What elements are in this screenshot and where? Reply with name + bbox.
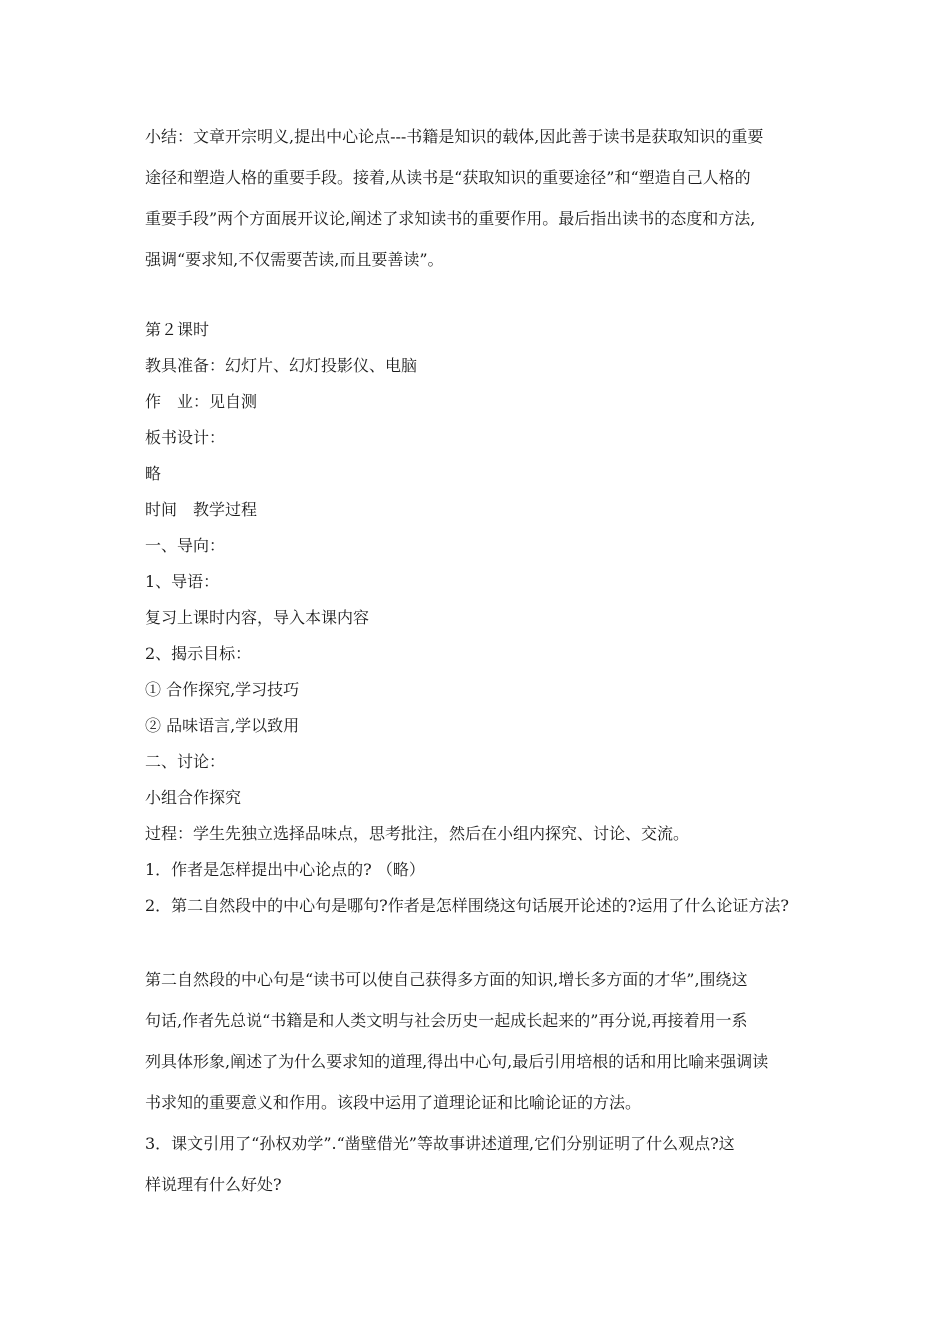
lesson-line: 2、揭示目标：	[145, 644, 252, 663]
lesson-line: 复习上课时内容，导入本课内容	[145, 608, 370, 627]
summary-paragraph	[145, 116, 825, 280]
answer-line: 句话,作者先总说“书籍是和人类文明与社会历史一起成长起来的”再分说,再接着用一系	[145, 1011, 748, 1030]
summary-line: 小结：文章开宗明义,提出中心论点---书籍是知识的载体,因此善于读书是获取知识的重要	[145, 127, 764, 146]
lesson-line: ① 合作探究,学习技巧	[145, 680, 300, 699]
lesson-line: 过程：学生先独立选择品味点，思考批注，然后在小组内探究、讨论、交流。	[145, 824, 690, 843]
lesson-line: 小组合作探究	[145, 788, 242, 807]
lesson-line: 板书设计：	[145, 428, 226, 447]
question-line: 样说理有什么好处?	[145, 1175, 282, 1194]
lesson-line: 略	[145, 464, 162, 483]
lesson-line: 1、导语：	[145, 572, 220, 591]
answer-paragraph	[145, 959, 825, 1205]
lesson-line: 教具准备：幻灯片、幻灯投影仪、电脑	[145, 356, 418, 375]
answer-line: 列具体形象,阐述了为什么要求知的道理,得出中心句,最后引用培根的话和用比喻来强调读	[145, 1052, 769, 1071]
lesson-line: 作 业：见自测	[145, 392, 258, 411]
summary-line: 重要手段”两个方面展开议论,阐述了求知读书的重要作用。最后指出读书的态度和方法,	[145, 209, 756, 228]
lesson-heading: 第２课时	[145, 320, 210, 339]
question-line: 2．第二自然段中的中心句是哪句?作者是怎样围绕这句话展开论述的?运用了什么论证方法?	[145, 896, 789, 915]
summary-line: 途径和塑造人格的重要手段。接着,从读书是“获取知识的重要途径”和“塑造自己人格的	[145, 168, 751, 187]
lesson-line: 一、导向：	[145, 536, 226, 555]
lesson-line: 时间 教学过程	[145, 500, 258, 519]
lesson-plan-section	[145, 312, 825, 924]
lesson-line: ② 品味语言,学以致用	[145, 716, 300, 735]
question-line: 3．课文引用了“孙权劝学”.“凿壁借光”等故事讲述道理,它们分别证明了什么观点?这	[145, 1134, 735, 1153]
lesson-line: 二、讨论：	[145, 752, 226, 771]
question-line: 1．作者是怎样提出中心论点的? （略）	[145, 860, 425, 879]
answer-line: 书求知的重要意义和作用。该段中运用了道理论证和比喻论证的方法。	[145, 1093, 642, 1112]
answer-line: 第二自然段的中心句是“读书可以使自己获得多方面的知识,增长多方面的才华”,围绕这	[145, 970, 748, 989]
summary-line: 强调“要求知,不仅需要苦读,而且要善读”。	[145, 250, 444, 269]
